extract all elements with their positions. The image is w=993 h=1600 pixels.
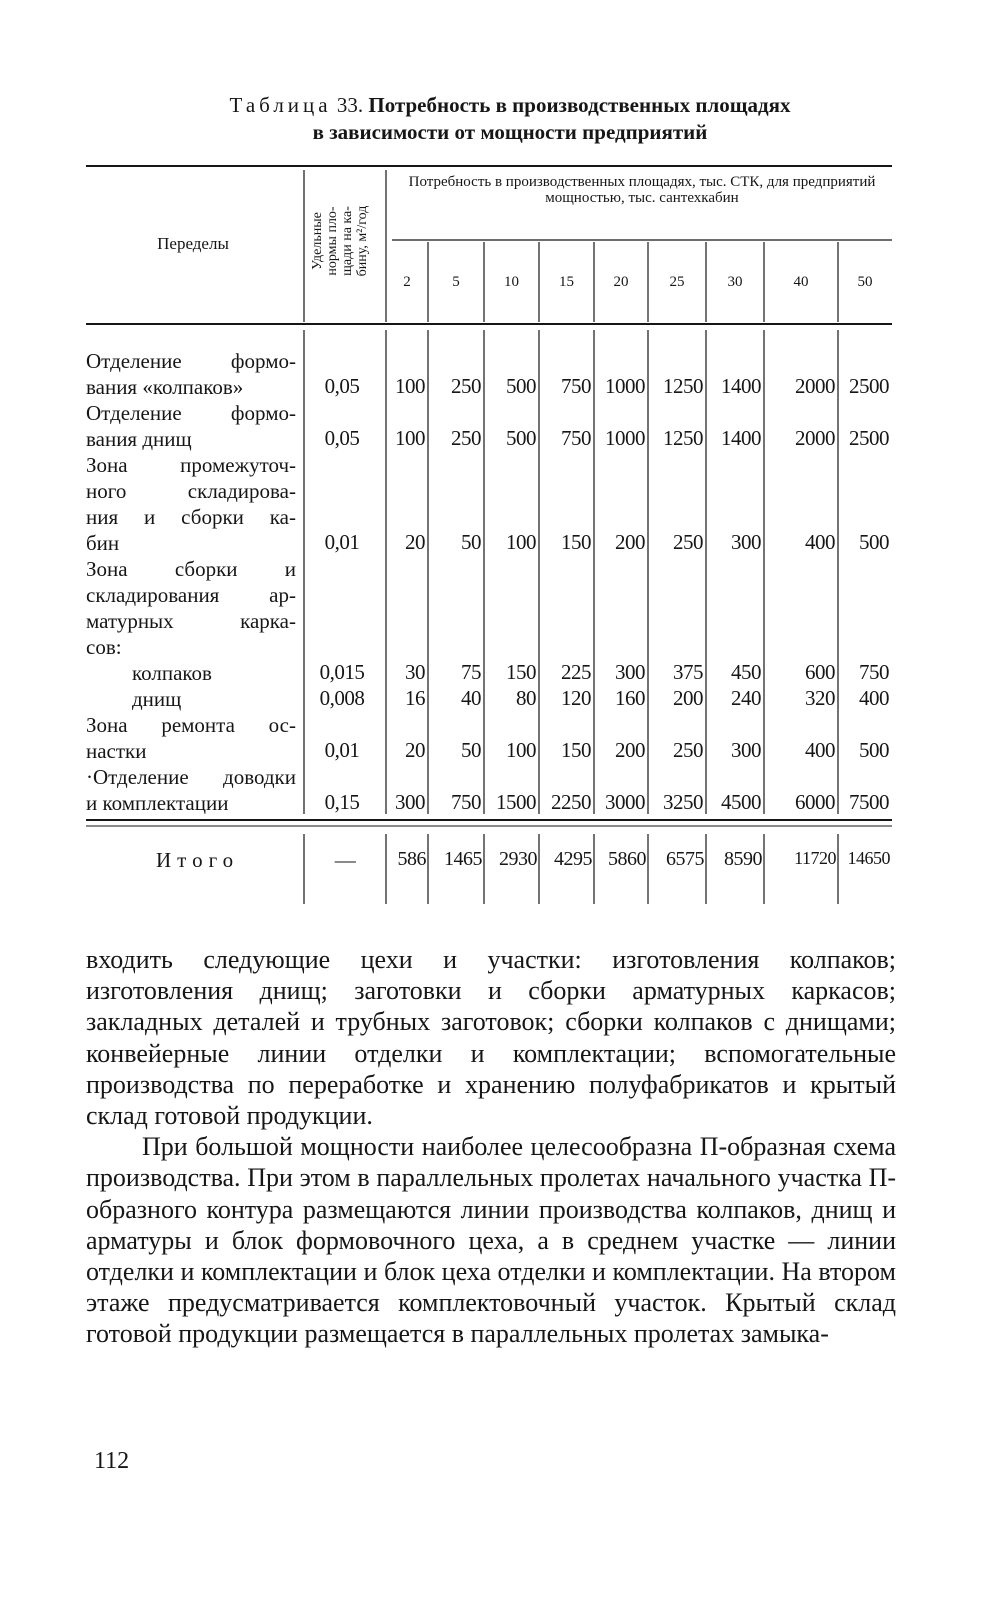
value-cell: 400	[859, 686, 889, 710]
value-cell: 1250	[663, 426, 703, 450]
value-cell: 2500	[849, 374, 889, 398]
total-value-cell: 11720	[794, 848, 836, 868]
value-cell: 100	[395, 426, 425, 450]
caption-title-1: Потребность в производственных площадях	[368, 93, 791, 117]
paragraph-1: входить следующие цехи и участки: изготовления колпаков; изготовления днищ; заготовки и сборки арматурных каркасов; закладных деталей и трубных заготовок; сборки колпаков с днищами; конвейерные линии отделки и комплектации; вспомогательные производства по переработке и хранению полуфабрикатов и крытый склад готовой продукции.	[86, 945, 896, 1131]
value-cell: 30	[405, 660, 425, 684]
value-cell: 750	[561, 426, 591, 450]
value-cell: 500	[506, 374, 536, 398]
row-label-line: ного складирова-	[86, 479, 296, 503]
value-cell: 300	[731, 530, 761, 554]
value-cell: 80	[516, 686, 536, 710]
norm-cell: 0,15	[324, 790, 360, 814]
value-cell: 100	[506, 530, 536, 554]
col-header-group: Потребность в производственных площадях, тыс. СТК, для предприятий мощностью, тыс. сантехкабин	[408, 174, 876, 206]
norm-cell: 0,05	[324, 374, 360, 398]
capacity-header-10: 10	[504, 274, 519, 290]
norm-cell: 0,008	[319, 686, 365, 710]
value-cell: 250	[673, 738, 703, 762]
value-cell: 450	[731, 660, 761, 684]
value-cell: 150	[561, 530, 591, 554]
value-cell: 50	[461, 530, 481, 554]
value-cell: 300	[395, 790, 425, 814]
value-cell: 300	[731, 738, 761, 762]
total-value-cell: 4295	[554, 848, 592, 870]
value-cell: 750	[451, 790, 481, 814]
value-cell: 75	[461, 660, 481, 684]
value-cell: 240	[731, 686, 761, 710]
total-value-cell: 1465	[444, 848, 482, 870]
value-cell: 1000	[605, 426, 645, 450]
value-cell: 3000	[605, 790, 645, 814]
capacity-header-20: 20	[613, 274, 629, 290]
value-cell: 500	[859, 530, 889, 554]
value-cell: 1000	[605, 374, 645, 398]
row-label-line: Зона сборки и	[86, 557, 296, 581]
value-cell: 500	[859, 738, 889, 762]
row-label-line: матурных карка-	[86, 609, 296, 633]
total-label: Итого	[156, 848, 240, 872]
value-cell: 750	[859, 660, 889, 684]
row-label-line: Зона промежуточ-	[86, 453, 296, 477]
body-text	[86, 944, 896, 1350]
value-cell: 200	[673, 686, 703, 710]
value-cell: 100	[395, 374, 425, 398]
row-label-line: вания днищ	[86, 427, 192, 451]
value-cell: 20	[405, 530, 425, 554]
total-value-cell: 6575	[666, 848, 704, 870]
value-cell: 120	[561, 686, 591, 710]
value-cell: 320	[805, 686, 835, 710]
norm-cell: 0,015	[319, 660, 365, 684]
value-cell: 250	[451, 426, 481, 450]
value-cell: 400	[805, 738, 835, 762]
value-cell: 200	[615, 530, 645, 554]
row-label-line: днищ	[132, 687, 182, 711]
capacity-header-5: 5	[452, 274, 460, 290]
row-label-line: колпаков	[132, 661, 212, 685]
norm-cell: 0,01	[324, 530, 360, 554]
value-cell: 2250	[551, 790, 591, 814]
value-cell: 2000	[795, 426, 835, 450]
total-value-cell: 5860	[608, 848, 646, 870]
row-label-line: настки	[86, 739, 147, 763]
total-value-cell: 8590	[724, 848, 762, 870]
value-cell: 1250	[663, 374, 703, 398]
row-label-line: вания «колпаков»	[86, 375, 244, 399]
value-cell: 50	[461, 738, 481, 762]
row-label-line: бин	[86, 531, 120, 555]
value-cell: 1400	[721, 426, 761, 450]
row-label-line: и комплектации	[86, 791, 229, 815]
value-cell: 1400	[721, 374, 761, 398]
value-cell: 2500	[849, 426, 889, 450]
col-header-processes: Переделы	[157, 234, 229, 253]
total-value-cell: 14650	[847, 848, 890, 868]
value-cell: 2000	[795, 374, 835, 398]
value-cell: 500	[506, 426, 536, 450]
value-cell: 250	[673, 530, 703, 554]
paragraph-2: При большой мощности наиболее целесообразна П-образная схема производства. При этом в параллельных пролетах начального участка П-образного контура размещаются линии производства колпаков, днищ и арматуры и блок формовочного цеха, а в среднем участке — линии отделки и комплектации и блок цеха отделки и комплектации. На втором этаже предусматривается комплектовочный участок. Крытый склад готовой продукции размещается в параллельных пролетах замыка-	[86, 1132, 896, 1349]
requirements-table	[86, 162, 892, 918]
value-cell: 400	[805, 530, 835, 554]
value-cell: 160	[615, 686, 645, 710]
value-cell: 200	[615, 738, 645, 762]
value-cell: 4500	[721, 790, 761, 814]
value-cell: 7500	[849, 790, 889, 814]
value-cell: 225	[561, 660, 591, 684]
value-cell: 16	[405, 686, 425, 710]
caption-lead: Таблица	[229, 93, 332, 117]
row-label-line: Отделение формо-	[86, 401, 296, 425]
row-label-line: ·Отделение доводки	[86, 765, 296, 789]
capacity-header-15: 15	[559, 274, 574, 290]
row-label-line: ния и сборки ка-	[86, 505, 296, 529]
col-header-norms: Удельные нормы пло- щади на ка- бину, м²/год	[310, 205, 370, 277]
table-caption	[120, 92, 900, 146]
row-label-line: Зона ремонта ос-	[86, 713, 296, 737]
value-cell: 150	[561, 738, 591, 762]
total-norm: —	[334, 848, 356, 872]
value-cell: 300	[615, 660, 645, 684]
value-cell: 100	[506, 738, 536, 762]
value-cell: 20	[405, 738, 425, 762]
row-label-line: Отделение формо-	[86, 349, 296, 373]
capacity-header-2: 2	[403, 274, 411, 290]
value-cell: 6000	[795, 790, 835, 814]
capacity-header-25: 25	[669, 274, 685, 290]
value-cell: 1500	[496, 790, 536, 814]
value-cell: 250	[451, 374, 481, 398]
caption-title-2: в зависимости от мощности предприятий	[312, 120, 708, 144]
value-cell: 600	[805, 660, 835, 684]
value-cell: 750	[561, 374, 591, 398]
value-cell: 150	[506, 660, 536, 684]
page-number: 112	[94, 1448, 130, 1474]
caption-number: 33.	[336, 93, 364, 117]
capacity-header-50: 50	[857, 274, 873, 290]
value-cell: 3250	[663, 790, 703, 814]
row-label-line: складирования ар-	[86, 583, 296, 607]
norm-cell: 0,05	[324, 426, 360, 450]
value-cell: 375	[673, 660, 703, 684]
total-value-cell: 2930	[499, 848, 537, 870]
norm-cell: 0,01	[324, 738, 360, 762]
value-cell: 40	[461, 686, 481, 710]
total-value-cell: 586	[397, 848, 426, 870]
row-label-line: сов:	[86, 635, 122, 659]
caption-line-1	[120, 92, 900, 119]
capacity-header-40: 40	[793, 274, 809, 290]
capacity-header-30: 30	[727, 274, 743, 290]
